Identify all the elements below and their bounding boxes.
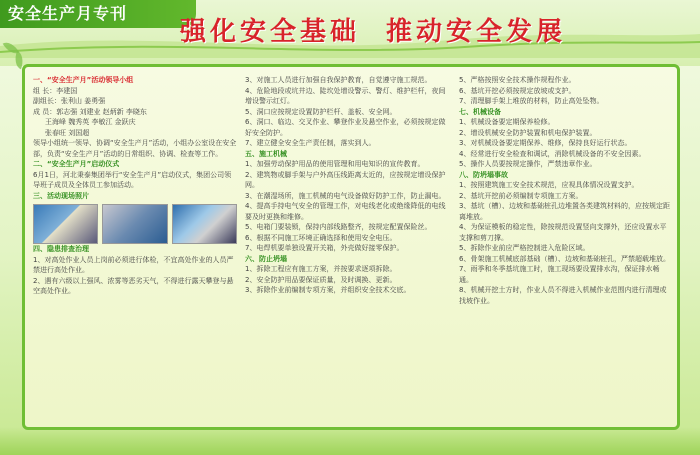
paragraph: 4、提高手持电气安全的管理工作，对电线老化或绝缘降低的电线要及时更换和维修。 bbox=[245, 202, 446, 221]
paragraph: 2、遇有六级以上强风、浓雾等恶劣天气，不得进行露天攀登与悬空高处作业。 bbox=[33, 276, 234, 295]
paragraph: 7、雨季和冬季基坑施工时，施工现场要设置排水沟，保证排水畅通。 bbox=[459, 265, 660, 284]
paragraph: 1、加强劳动保护用品的使用管理和用电知识的宣传教育。 bbox=[245, 160, 425, 168]
paragraph: 6、洞口、临边、交叉作业、攀登作业及悬空作业，必须按规定做好安全防护。 bbox=[245, 118, 446, 137]
paragraph: 1、对高处作业人员上岗前必须进行体检，不宜高处作业的人员严禁进行高处作业。 bbox=[33, 255, 234, 274]
paragraph: 领导小组统一领导、协调“安全生产月”活动，小组办公室设在安全部，负责“安全生产月”活动的日常组织、协调、检查等工作。 bbox=[33, 139, 237, 158]
section-heading: 二、“安全生产月”启动仪式 bbox=[33, 160, 120, 168]
paragraph: 3、在潮湿场所，施工机械的电气设备做好防护工作，防止漏电。 bbox=[245, 191, 446, 200]
section-heading: 七、机械设备 bbox=[459, 107, 501, 116]
paragraph: 1、拆除工程应有施工方案，并按要求逐项拆除。 bbox=[245, 265, 397, 273]
column-right bbox=[459, 75, 671, 421]
paragraph: 7、建立健全安全生产责任制，落实到人。 bbox=[245, 139, 376, 147]
paragraph: 5、严格按照安全技术操作规程作业。 bbox=[459, 76, 576, 84]
paragraph: 5、电箱门要装锁，保持内部线路整齐，按规定配置保险丝。 bbox=[245, 223, 432, 231]
text-line: 张春旺 刘国超 bbox=[45, 128, 90, 137]
section-heading: 三、活动现场照片 bbox=[33, 191, 89, 200]
bottom-glow-decoration bbox=[0, 427, 700, 455]
event-photo bbox=[102, 204, 167, 244]
section-heading: 六、防止坍塌 bbox=[245, 254, 287, 263]
paragraph: 5、洞口应按规定设置防护栏杆、盖板、安全网。 bbox=[245, 107, 397, 116]
paragraph: 4、为保证模板的稳定性，除按规范设置竖向支撑外，还应设置水平支撑和剪刀撑。 bbox=[459, 223, 667, 242]
paragraph: 3、拆除作业前编制专项方案，并组织安全技术交底。 bbox=[245, 286, 411, 294]
paragraph: 4、经常进行安全检查和调试，消除机械设备的不安全因素。 bbox=[459, 149, 646, 158]
text-line: 组 长：李建国 bbox=[33, 86, 78, 95]
text-line: 副组长：张利山 姜勇强 bbox=[33, 97, 106, 105]
paragraph: 2、建筑物或脚手架与户外高压线距离太近的，应按规定增设保护网。 bbox=[245, 170, 446, 189]
paragraph: 7、清理脚手架上堆放的材料，防止高处坠物。 bbox=[459, 97, 604, 105]
paragraph: 3、对机械设备要定期保养、维修，保持良好运行状态。 bbox=[459, 139, 632, 147]
column-left bbox=[33, 75, 237, 421]
paragraph: 2、增设机械安全防护装置和机电保护装置。 bbox=[459, 128, 597, 137]
title-part-2: 推动安全发展 bbox=[386, 17, 567, 47]
paragraph: 6、基坑开挖必须按规定放坡或支护。 bbox=[459, 86, 576, 95]
section-tag: 安全生产月专刊 bbox=[0, 0, 196, 28]
paragraph: 3、基坑（槽）、边坡和基础桩孔边堆置各类建筑材料的，应按规定距离堆放。 bbox=[459, 202, 670, 221]
section-heading: 四、隐患排查治理 bbox=[33, 245, 89, 253]
event-photo bbox=[172, 204, 237, 244]
paragraph: 3、对施工人员进行加强自我保护教育，自觉遵守施工规范。 bbox=[245, 76, 432, 84]
paragraph: 8、机械开挖土方时，作业人员不得进入机械作业范围内进行清理或找坡作业。 bbox=[459, 286, 667, 305]
text-line: 成 员：郭志强 刘建业 赵炳新 李晓东 bbox=[33, 107, 147, 116]
paragraph: 1、机械设备要定期保养检修。 bbox=[459, 118, 555, 126]
section-heading: 五、施工机械 bbox=[245, 149, 287, 158]
section-heading: 一、“安全生产月”活动领导小组 bbox=[33, 76, 134, 84]
content-frame bbox=[22, 64, 680, 430]
section-heading: 八、防坍塌事故 bbox=[459, 170, 508, 179]
text-line: 王海峰 魏秀英 李敏江 金跃庆 bbox=[45, 118, 136, 126]
paragraph: 1、按照建筑施工安全技术规范，应视具体情况设置支护。 bbox=[459, 181, 639, 189]
paragraph: 5、拆除作业前应严格控制进入危险区域。 bbox=[459, 244, 590, 252]
paragraph: 7、电焊机要单独设置开关箱，外壳做好接零保护。 bbox=[245, 244, 404, 252]
event-photo bbox=[33, 204, 98, 244]
paragraph: 6月1日，河北秉泰集团举行“安全生产月”启动仪式，集团公司领导班子成员及全体员工参加活动。 bbox=[33, 170, 232, 189]
paragraph: 5、操作人员要按规定操作，严禁违章作业。 bbox=[459, 160, 597, 168]
photo-strip bbox=[33, 204, 237, 244]
paragraph: 2、基坑开挖前必须编制专项施工方案。 bbox=[459, 191, 583, 200]
title-part-1: 强化安全基础 bbox=[180, 17, 361, 47]
column-middle bbox=[245, 75, 451, 421]
paragraph: 6、骨架施工机械底部基础（槽）、边坡和基础桩孔，严禁超载堆放。 bbox=[459, 254, 670, 263]
paragraph: 2、安全防护用品要保证质量，及时调换、更新。 bbox=[245, 275, 397, 284]
paragraph: 6、根据不同施工环境正确选择和使用安全电压。 bbox=[245, 233, 397, 242]
page-title bbox=[180, 12, 640, 52]
paragraph: 4、危险地段或坑井边、陡坎处增设警示、警灯、维护栏杆，夜间增设警示红灯。 bbox=[245, 86, 446, 105]
